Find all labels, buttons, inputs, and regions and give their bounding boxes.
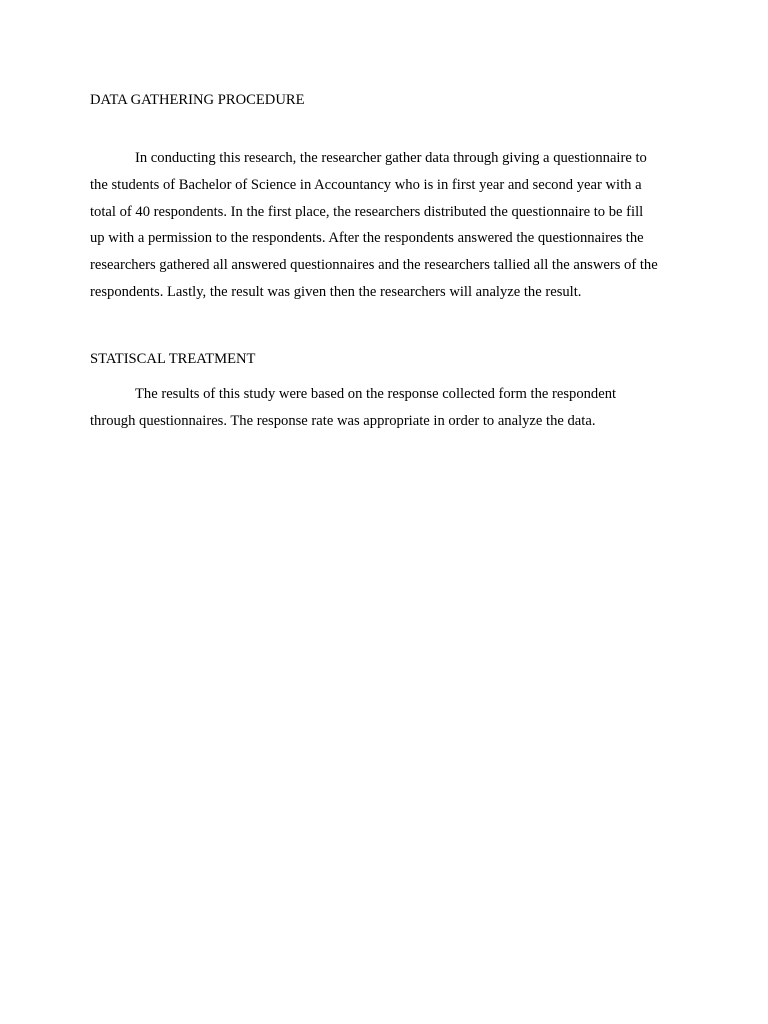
paragraph-line: total of 40 respondents. In the first place, the researchers distributed the questionnaire to be fill bbox=[90, 203, 644, 220]
document-content bbox=[90, 90, 682, 434]
paragraph-line: researchers gathered all answered questionnaires and the researchers tallied all the answers of the bbox=[90, 257, 658, 274]
paragraph-line: In conducting this research, the researcher gather data through giving a questionnaire to bbox=[135, 150, 647, 166]
section-heading-data-gathering: DATA GATHERING PROCEDURE bbox=[90, 92, 305, 108]
paragraph-data-gathering bbox=[90, 145, 682, 306]
paragraph-statistical-treatment bbox=[90, 381, 682, 435]
paragraph-line: the students of Bachelor of Science in Accountancy who is in first year and second year with a bbox=[90, 176, 642, 193]
paragraph-line: The results of this study were based on the response collected form the respondent bbox=[135, 385, 617, 402]
paragraph-line: through questionnaires. The response rate was appropriate in order to analyze the data. bbox=[90, 412, 596, 429]
paragraph-line: respondents. Lastly, the result was given then the researchers will analyze the result. bbox=[90, 283, 582, 300]
paragraph-line: up with a permission to the respondents. After the respondents answered the questionnaires the bbox=[90, 230, 644, 247]
section-heading-statistical-treatment: STATISCAL TREATMENT bbox=[90, 350, 256, 367]
